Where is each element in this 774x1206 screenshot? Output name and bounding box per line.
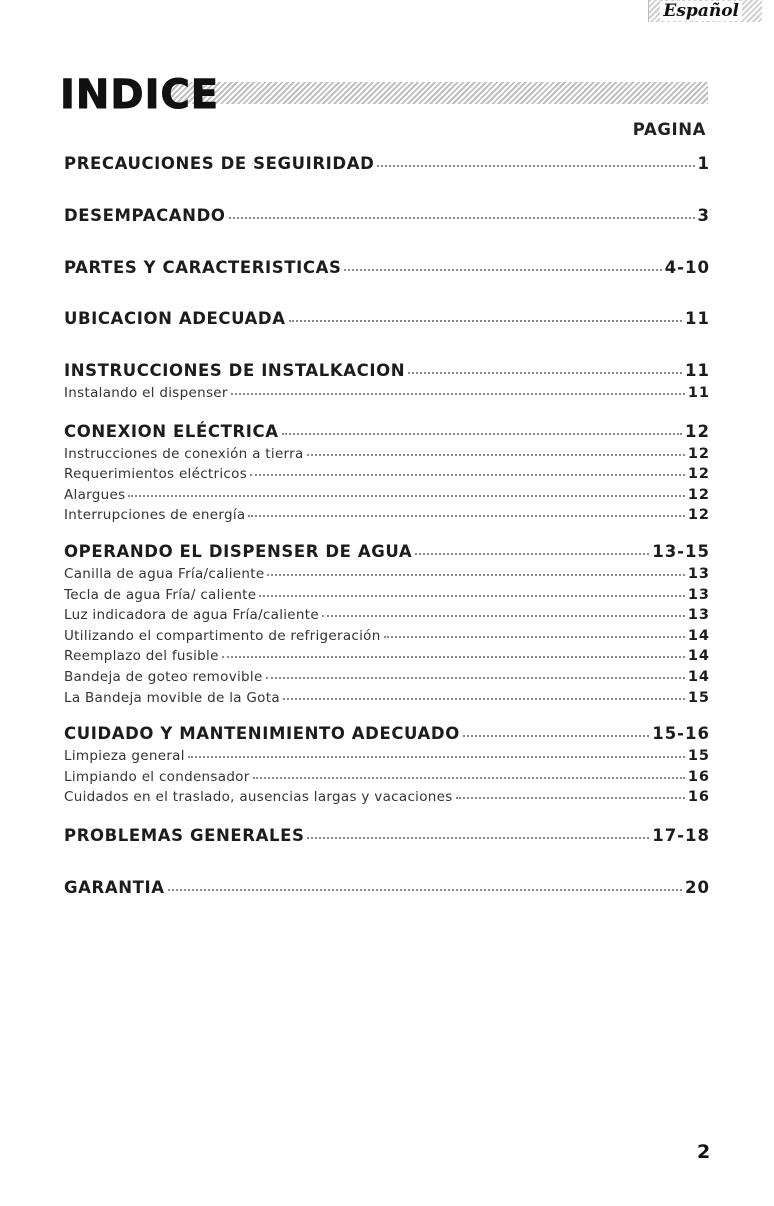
dot-leader — [289, 318, 682, 322]
title-stripe — [168, 82, 708, 104]
toc-entry-label: Reemplazo del fusible — [64, 648, 219, 665]
toc-entry-page: 13 — [687, 607, 710, 624]
toc-section — [64, 204, 710, 228]
toc-section — [64, 256, 710, 280]
toc-subsection — [64, 605, 710, 626]
toc-entry-label: Instrucciones de conexión a tierra — [64, 445, 304, 462]
dot-leader — [322, 613, 685, 617]
toc-entry-label: PROBLEMAS GENERALES — [64, 825, 305, 845]
toc-subsection — [64, 564, 710, 585]
dot-leader — [231, 391, 685, 395]
toc-subsection — [64, 667, 710, 688]
page-column-header: PAGINA — [632, 120, 706, 139]
toc-subsection — [64, 688, 710, 709]
dot-leader — [384, 634, 685, 638]
toc-entry-page: 11 — [685, 361, 710, 380]
toc-entry-page: 16 — [687, 768, 710, 785]
toc-section — [64, 722, 710, 746]
toc-entry-label: Limpieza general — [64, 748, 185, 765]
toc-subsection — [64, 746, 710, 767]
toc-entry-label: La Bandeja movible de la Gota — [64, 689, 280, 706]
toc-subsection — [64, 767, 710, 788]
toc-section — [64, 152, 710, 176]
dot-leader — [307, 452, 685, 456]
dot-leader — [307, 835, 649, 839]
toc-subsection — [64, 444, 710, 465]
dot-leader — [250, 472, 685, 476]
toc-entry-page: 12 — [685, 421, 710, 441]
toc-entry-page: 14 — [687, 668, 710, 685]
dot-leader — [267, 572, 684, 576]
toc-section — [64, 420, 710, 444]
dot-leader — [266, 675, 685, 679]
toc-entry-page: 11 — [687, 385, 710, 401]
toc-entry-page: 13 — [687, 586, 710, 603]
toc-entry-page: 17-18 — [652, 825, 710, 845]
dot-leader — [229, 215, 695, 219]
table-of-contents — [64, 146, 710, 900]
toc-subsection — [64, 464, 710, 485]
toc-entry-page: 13-15 — [652, 541, 710, 561]
toc-entry-label: UBICACION ADECUADA — [64, 309, 286, 328]
toc-section — [64, 824, 710, 848]
toc-section — [64, 359, 710, 383]
toc-entry-page: 3 — [697, 206, 710, 225]
language-tab-label: Español — [660, 1, 742, 21]
toc-entry-label: GARANTIA — [64, 877, 165, 897]
toc-entry-label: CONEXION ELÉCTRICA — [64, 421, 279, 441]
dot-leader — [253, 775, 685, 779]
toc-entry-page: 11 — [685, 309, 710, 328]
toc-entry-label: Bandeja de goteo removible — [64, 668, 263, 685]
toc-entry-label: Cuidados en el traslado, ausencias largas y vacaciones — [64, 789, 453, 806]
toc-entry-label: Tecla de agua Fría/ caliente — [64, 586, 257, 603]
toc-section — [64, 307, 710, 331]
toc-entry-label: Requerimientos eléctricos — [64, 466, 248, 483]
toc-entry-page: 13 — [687, 565, 710, 582]
dot-leader — [456, 795, 685, 799]
toc-entry-label: Utilizando el compartimento de refrigeración — [64, 627, 381, 644]
toc-section — [64, 540, 710, 564]
toc-entry-label: Limpiando el condensador — [64, 768, 250, 785]
toc-entry-page: 4-10 — [664, 258, 710, 277]
toc-entry-label: Instalando el dispenser — [64, 385, 228, 401]
toc-subsection — [64, 626, 710, 647]
toc-entry-page: 12 — [687, 486, 710, 503]
dot-leader — [283, 696, 685, 700]
toc-entry-page: 15 — [687, 748, 710, 765]
toc-subsection — [64, 585, 710, 606]
dot-leader — [282, 431, 682, 435]
toc-entry-page: 12 — [687, 445, 710, 462]
toc-subsection — [64, 787, 710, 808]
toc-subsection — [64, 485, 710, 506]
toc-entry-label: PRECAUCIONES DE SEGUIRIDAD — [64, 154, 375, 173]
toc-entry-page: 1 — [697, 154, 710, 173]
dot-leader — [408, 370, 682, 374]
toc-entry-label: PARTES Y CARACTERISTICAS — [64, 258, 342, 277]
toc-entry-label: Luz indicadora de agua Fría/caliente — [64, 607, 319, 624]
toc-entry-page: 12 — [687, 507, 710, 524]
page-title: INDICE — [60, 72, 220, 118]
toc-entry-label: CUIDADO Y MANTENIMIENTO ADECUADO — [64, 724, 460, 744]
page-number: 2 — [697, 1141, 711, 1163]
toc-subsection — [64, 646, 710, 667]
dot-leader — [222, 654, 685, 658]
dot-leader — [344, 267, 661, 271]
title-band — [60, 72, 708, 122]
toc-entry-page: 20 — [685, 877, 710, 897]
toc-entry-label: Canilla de agua Fría/caliente — [64, 565, 265, 582]
dot-leader — [377, 163, 694, 167]
toc-entry-label: Interrupciones de energía — [64, 507, 246, 524]
dot-leader — [415, 551, 649, 555]
toc-entry-label: DESEMPACANDO — [64, 206, 226, 225]
toc-subsection — [64, 383, 710, 404]
language-tab — [648, 0, 762, 22]
dot-leader — [248, 513, 684, 517]
dot-leader — [168, 887, 682, 891]
toc-entry-label: Alargues — [64, 486, 126, 503]
dot-leader — [188, 754, 685, 758]
toc-entry-page: 14 — [687, 648, 710, 665]
toc-section — [64, 876, 710, 900]
toc-entry-page: 14 — [687, 627, 710, 644]
dot-leader — [259, 593, 684, 597]
toc-entry-page: 15 — [687, 689, 710, 706]
toc-entry-label: OPERANDO EL DISPENSER DE AGUA — [64, 541, 413, 561]
toc-entry-page: 12 — [687, 466, 710, 483]
dot-leader — [463, 733, 649, 737]
toc-entry-page: 16 — [687, 789, 710, 806]
dot-leader — [128, 493, 684, 497]
toc-entry-page: 15-16 — [652, 724, 710, 744]
toc-entry-label: INSTRUCCIONES DE INSTALKACION — [64, 361, 406, 380]
toc-subsection — [64, 505, 710, 526]
